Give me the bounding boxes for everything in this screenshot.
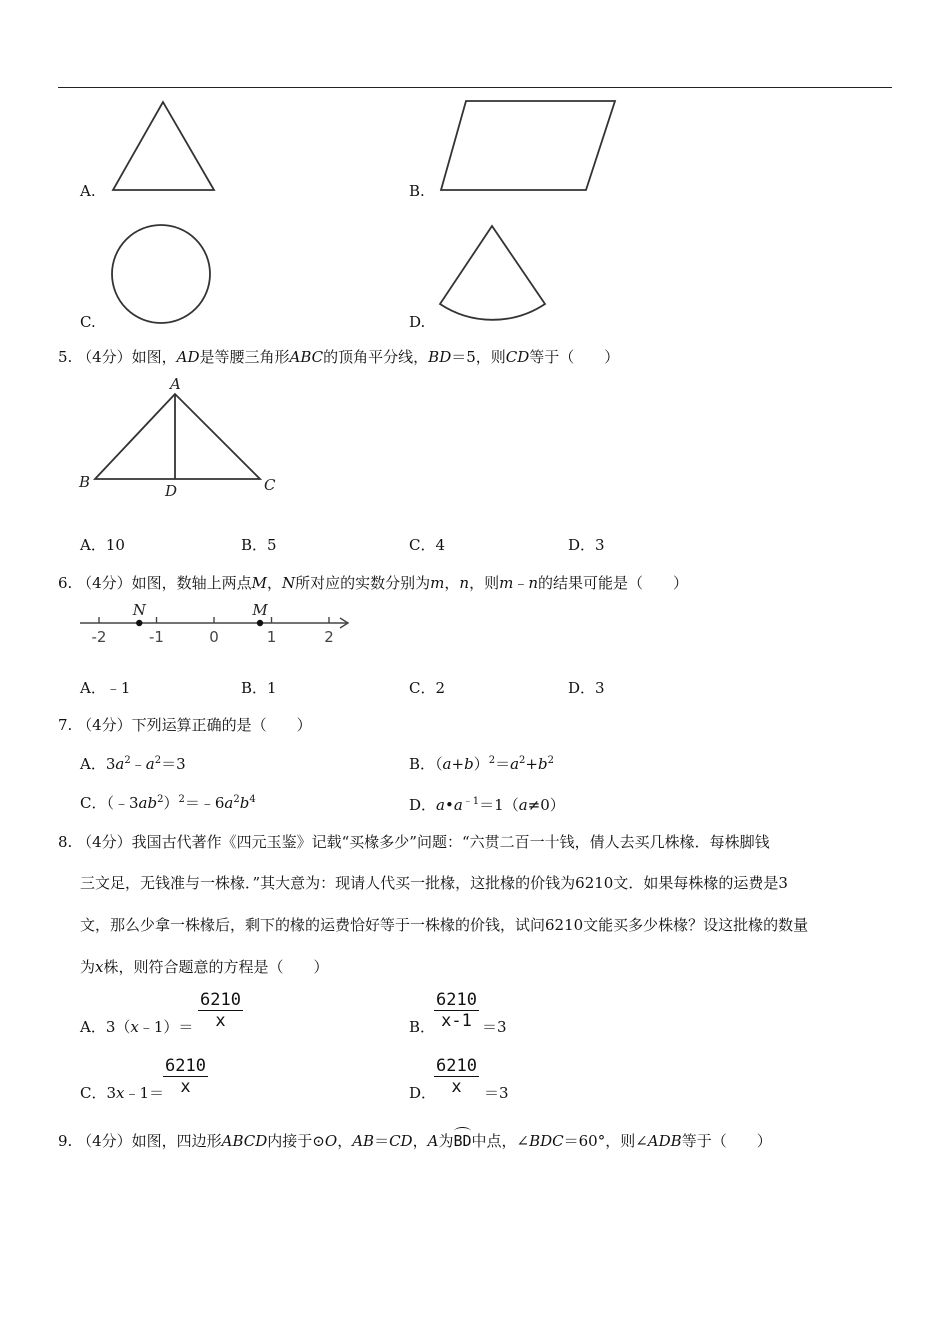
q9-text: 等于（ ）	[681, 1132, 772, 1150]
q5-text: 的顶角平分线，	[323, 348, 429, 366]
q6-number-line	[0, 0, 950, 660]
q8-text: 株，则符合题意的方程是（ ）	[103, 958, 329, 976]
q7-option-letter: D．	[409, 796, 437, 814]
q8-line3: 文，那么少拿一株椽后，剩下的椽的运费恰好等于一株椽的价钱，试问6210文能买多少株椽？设这批椽的数量	[80, 916, 809, 934]
q8-option-a	[80, 1016, 193, 1037]
q8-option-text: 3	[106, 1084, 117, 1102]
q8-line2: 三文足，无钱准与一株椽．”其大意为：现请人代买一批椽，这批椽的价钱为6210文．如果每株椽的运费是3	[80, 874, 788, 892]
q8-score: （4分）	[77, 833, 132, 851]
q8-option-c-fraction	[163, 1056, 208, 1097]
q8-option-b-letter: B．	[409, 1018, 436, 1036]
q7-option-letter: B．	[409, 755, 436, 773]
q4-option-c-label: C.	[80, 313, 96, 331]
q5-label-d: D	[165, 482, 178, 500]
q7-number: 7.	[58, 716, 73, 734]
q8-text: 我国古代著作《四元玉鉴》记载“买椽多少”问题：“六贯二百一十钱，倩人去买几株椽．每株脚钱	[131, 833, 770, 851]
q9-text: 内接于⊙	[267, 1132, 325, 1150]
fraction-numerator: 6210	[436, 990, 477, 1010]
q5-text: CD	[505, 348, 530, 366]
q8-line4	[80, 956, 329, 977]
q7-option-c: C．$(﹣3ab^2)^2=﹣6a^2b^4$	[80, 794, 256, 812]
q5-option-value: 5	[267, 536, 277, 554]
q9-text: ＝60°，则∠	[563, 1132, 648, 1150]
q8-option-b-fraction	[434, 990, 479, 1031]
q8-option-d-letter: D．	[409, 1084, 437, 1102]
q9-text: 如图，四边形	[131, 1132, 222, 1150]
q7-option-a: A．$3a^2﹣a^2=3$	[80, 755, 186, 773]
q8-number: 8.	[58, 833, 73, 851]
q6-option-letter: A．	[80, 679, 106, 697]
q6-text: M	[251, 574, 268, 592]
q5-option-letter: D．	[568, 536, 596, 554]
q7-option-d: D．$a•a^{﹣1}=1(a\ne 0)$	[409, 796, 565, 814]
q5-number: 5.	[58, 348, 73, 366]
q5-option-value: 10	[105, 536, 125, 554]
q6-option-b	[241, 677, 277, 698]
q6-text: N	[282, 574, 296, 592]
q9-score: （4分）	[77, 1132, 132, 1150]
q7-option-letter: C．	[80, 794, 107, 812]
q4-option-d-label: D.	[409, 313, 426, 331]
q5-text: AD	[176, 348, 200, 366]
q8-option-letter: C．	[80, 1084, 107, 1102]
q5-label-c: C	[264, 476, 276, 494]
q9-text: ADB	[647, 1132, 682, 1150]
q6-text: n	[459, 574, 470, 592]
q9-text: A	[427, 1132, 439, 1150]
q8-line1	[58, 831, 770, 852]
q4-option-b-label: B.	[409, 182, 425, 200]
q5-score: （4分）	[77, 348, 132, 366]
q8-text: 为	[80, 958, 96, 976]
q6-text: 如图，数轴上两点	[131, 574, 252, 592]
axis-tick-label: 1	[266, 628, 277, 646]
q5-label-a: A	[170, 375, 181, 393]
q9-text: ＝	[374, 1132, 390, 1150]
q8-option-c	[80, 1082, 164, 1103]
q8-option-text: 3（	[105, 1018, 131, 1036]
q5-text: ABC	[289, 348, 324, 366]
q9-text: ，	[337, 1132, 353, 1150]
q6-option-value: ﹣1	[105, 679, 131, 697]
q7-score: （4分）	[77, 716, 132, 734]
q6-option-value: 3	[595, 679, 605, 697]
q6-number: 6.	[58, 574, 73, 592]
q8-option-d-rhs: ＝3	[484, 1084, 509, 1102]
q7-option-letter: A．	[80, 755, 106, 773]
q5-text: 如图，	[131, 348, 177, 366]
q5-label-b: B	[79, 473, 91, 491]
q8-option-letter: A．	[80, 1018, 106, 1036]
q9-text: AB	[352, 1132, 375, 1150]
q5-text: 等于（ ）	[529, 348, 620, 366]
q6-text: ﹣	[513, 574, 529, 592]
q4-option-a-label: A.	[80, 182, 96, 200]
q6-text: n	[528, 574, 539, 592]
axis-tick-label: 2	[324, 628, 334, 646]
q9-number: 9.	[58, 1132, 73, 1150]
q6-text: ，	[267, 574, 283, 592]
q6-text: 所对应的实数分别为	[295, 574, 431, 592]
fraction-denominator: x-1	[441, 1011, 472, 1031]
q5-option-value: 3	[595, 536, 605, 554]
q7-option-b: B．$(a+b)^2=a^2+b^2$	[409, 755, 554, 773]
q8-option-d-fraction	[434, 1056, 479, 1097]
axis-tick-label: -1	[149, 628, 164, 646]
q9-text: ABCD	[221, 1132, 268, 1150]
q8-option-text: x	[116, 1084, 125, 1102]
fraction-numerator: 6210	[165, 1056, 206, 1076]
q8-option-text: x	[130, 1018, 139, 1036]
q6-option-d	[568, 677, 605, 698]
q8-option-text: ﹣1＝	[124, 1084, 165, 1102]
q9-text: 中点，∠	[471, 1132, 530, 1150]
q9-arc-bd: BD	[453, 1132, 472, 1150]
q6-option-a	[80, 677, 130, 698]
q5-text: 是等腰三角形	[199, 348, 290, 366]
fraction-denominator: x	[451, 1077, 462, 1097]
q6-text: 的结果可能是（ ）	[538, 574, 689, 592]
q6-score: （4分）	[77, 574, 132, 592]
fraction-numerator: 6210	[200, 990, 241, 1010]
fraction-denominator: x	[180, 1077, 191, 1097]
q5-option-value: 4	[435, 536, 446, 554]
q6-text: m	[499, 574, 514, 592]
q5-text: BD	[428, 348, 452, 366]
q5-text: ＝5，则	[451, 348, 506, 366]
q8-option-a-fraction	[198, 990, 243, 1031]
q6-option-letter: D．	[568, 679, 596, 697]
q6-text: ，则	[469, 574, 500, 592]
point-label-m: M	[252, 601, 268, 619]
q8-option-text: ﹣1）＝	[138, 1018, 194, 1036]
q6-option-letter: C．	[409, 679, 436, 697]
point-label-n: N	[132, 601, 146, 619]
point-m	[257, 620, 263, 626]
q9-text: O	[324, 1132, 338, 1150]
q6-text: ，	[444, 574, 460, 592]
q5-option-letter: B．	[241, 536, 268, 554]
q5-option-letter: A．	[80, 536, 106, 554]
q7-text: 下列运算正确的是（ ）	[131, 716, 312, 734]
fraction-numerator: 6210	[436, 1056, 477, 1076]
fraction-denominator: x	[215, 1011, 226, 1031]
q9-text: CD	[389, 1132, 413, 1150]
q6-text: m	[430, 574, 445, 592]
q8-option-b-rhs: ＝3	[482, 1018, 507, 1036]
q9-text: 为	[438, 1132, 454, 1150]
q6-option-value: 2	[435, 679, 446, 697]
q7-stem	[58, 714, 312, 735]
axis-tick-label: 0	[209, 628, 219, 646]
q8-text: x	[95, 958, 104, 976]
q9-text: ，	[412, 1132, 428, 1150]
q9-stem	[58, 1130, 772, 1151]
axis-tick-label: -2	[91, 628, 107, 646]
q6-option-letter: B．	[241, 679, 268, 697]
point-n	[136, 620, 142, 626]
q5-option-letter: C．	[409, 536, 436, 554]
q6-option-c	[409, 677, 445, 698]
q6-option-value: 1	[267, 679, 277, 697]
q9-text: BDC	[529, 1132, 564, 1150]
